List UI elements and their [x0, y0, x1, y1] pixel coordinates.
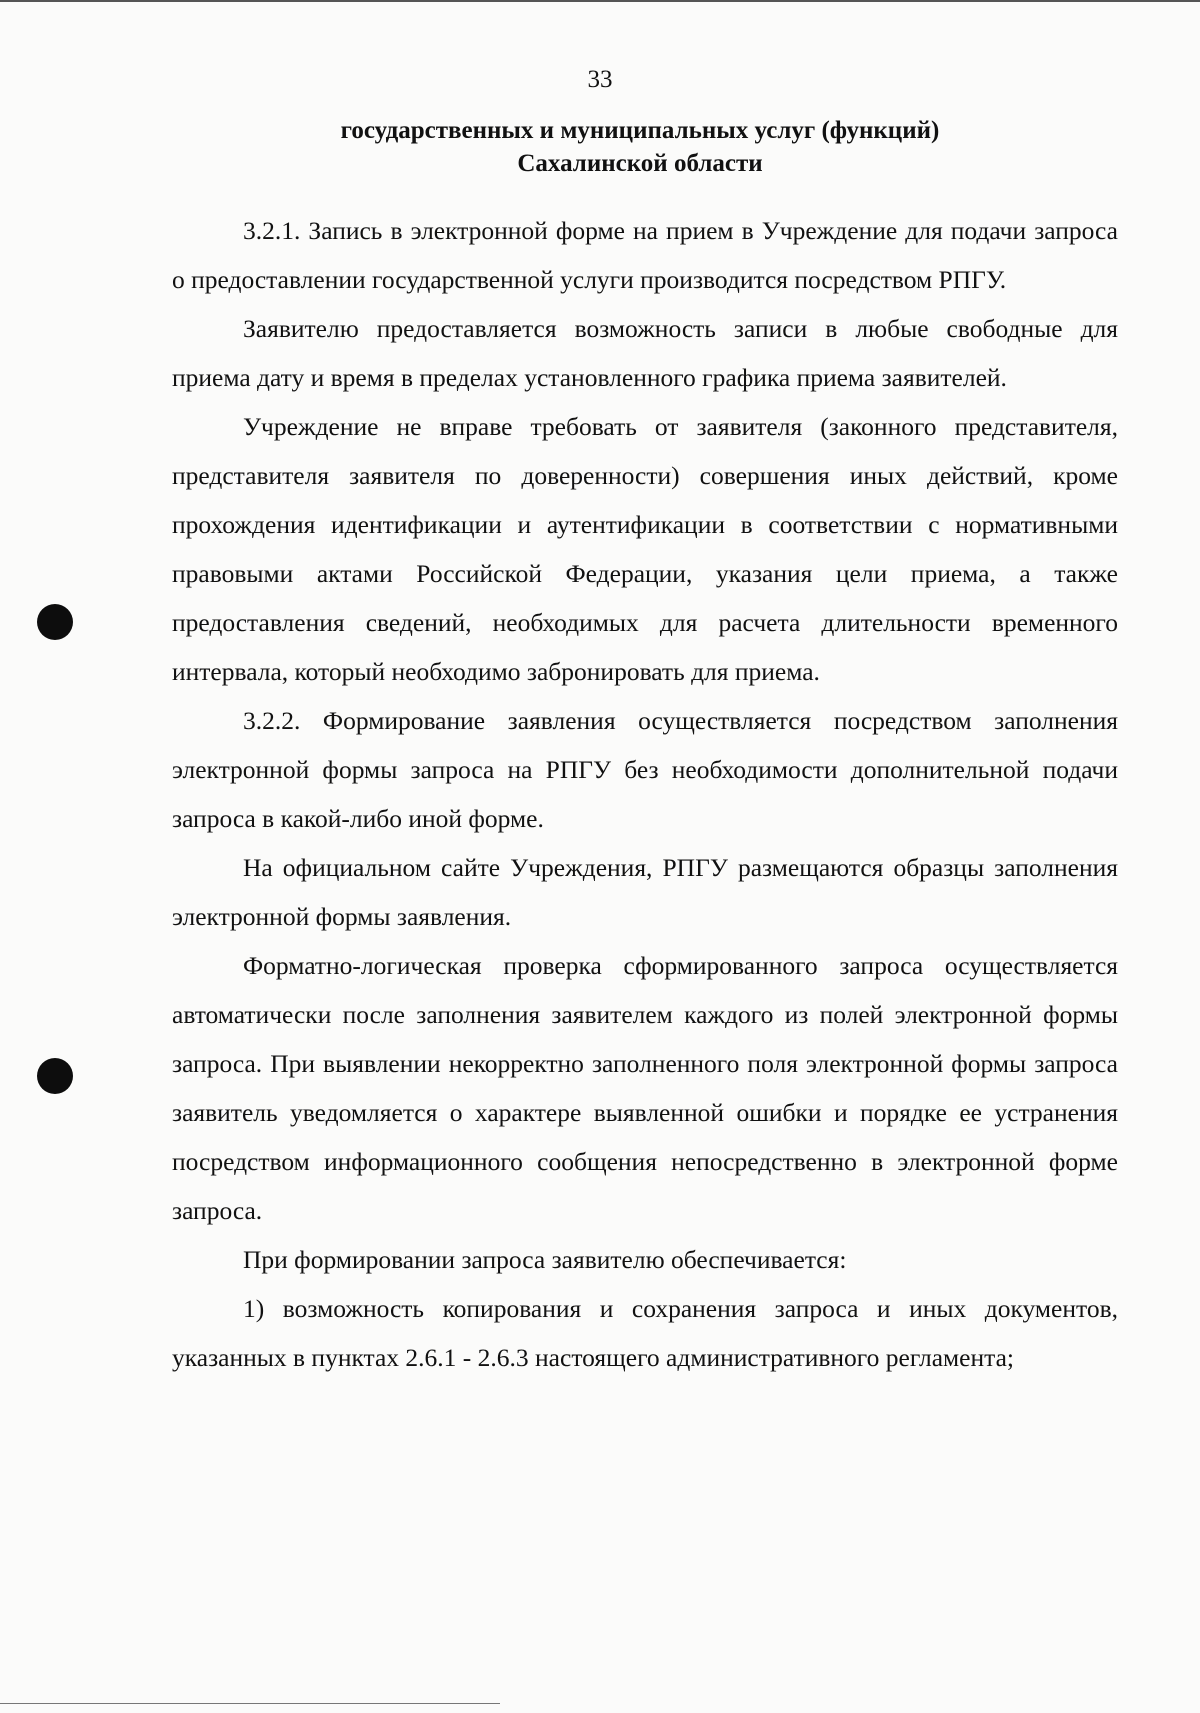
punch-hole-top	[37, 604, 73, 640]
heading-line-2: Сахалинской области	[517, 150, 763, 177]
paragraph-institution-restrictions: Учреждение не вправе требовать от заявителя (законного представителя, представителя заявителя по доверенности) совершения иных действий, кроме прохождения идентификации и аутентификации в соответствии с нормативными правовыми актами Российской Федерации, указания цели приема, а также предоставления сведений, необходимых для расчета длительности временного интервала, который необходимо забронировать для приема.	[172, 412, 1118, 686]
heading-line-1: государственных и муниципальных услуг (функций)	[340, 117, 940, 144]
paragraph-request-provisions: При формировании запроса заявителю обеспечивается:	[243, 1245, 847, 1274]
page-number: 33	[587, 66, 613, 93]
paragraph-format-logical-check: Форматно-логическая проверка сформированного запроса осуществляется автоматически после заполнения заявителем каждого из полей электронной формы запроса. При выявлении некорректно заполненного поля электронной формы запроса заявитель уведомляется о характере выявленной ошибки и порядке ее устранения посредством информационного сообщения непосредственно в электронной форме запроса.	[172, 951, 1118, 1225]
document-body	[172, 206, 1118, 1382]
paragraph-3-2-1: 3.2.1. Запись в электронной форме на прием в Учреждение для подачи запроса о предоставлении государственной услуги производится посредством РПГУ.	[172, 216, 1118, 294]
bottom-edge-line	[0, 1703, 500, 1704]
section-heading	[200, 114, 1080, 180]
top-edge-line	[0, 0, 1200, 2]
punch-hole-bottom	[37, 1058, 73, 1094]
paragraph-3-2-2: 3.2.2. Формирование заявления осуществляется посредством заполнения электронной формы запроса на РПГУ без необходимости дополнительной подачи запроса в какой-либо иной форме.	[172, 706, 1118, 833]
paragraph-item-1: 1) возможность копирования и сохранения запроса и иных документов, указанных в пунктах 2.6.1 - 2.6.3 настоящего административного регламента;	[172, 1294, 1118, 1372]
paragraph-official-site-samples: На официальном сайте Учреждения, РПГУ размещаются образцы заполнения электронной формы заявления.	[172, 853, 1118, 931]
paragraph-booking-possibility: Заявителю предоставляется возможность записи в любые свободные для приема дату и время в пределах установленного графика приема заявителей.	[172, 314, 1118, 392]
